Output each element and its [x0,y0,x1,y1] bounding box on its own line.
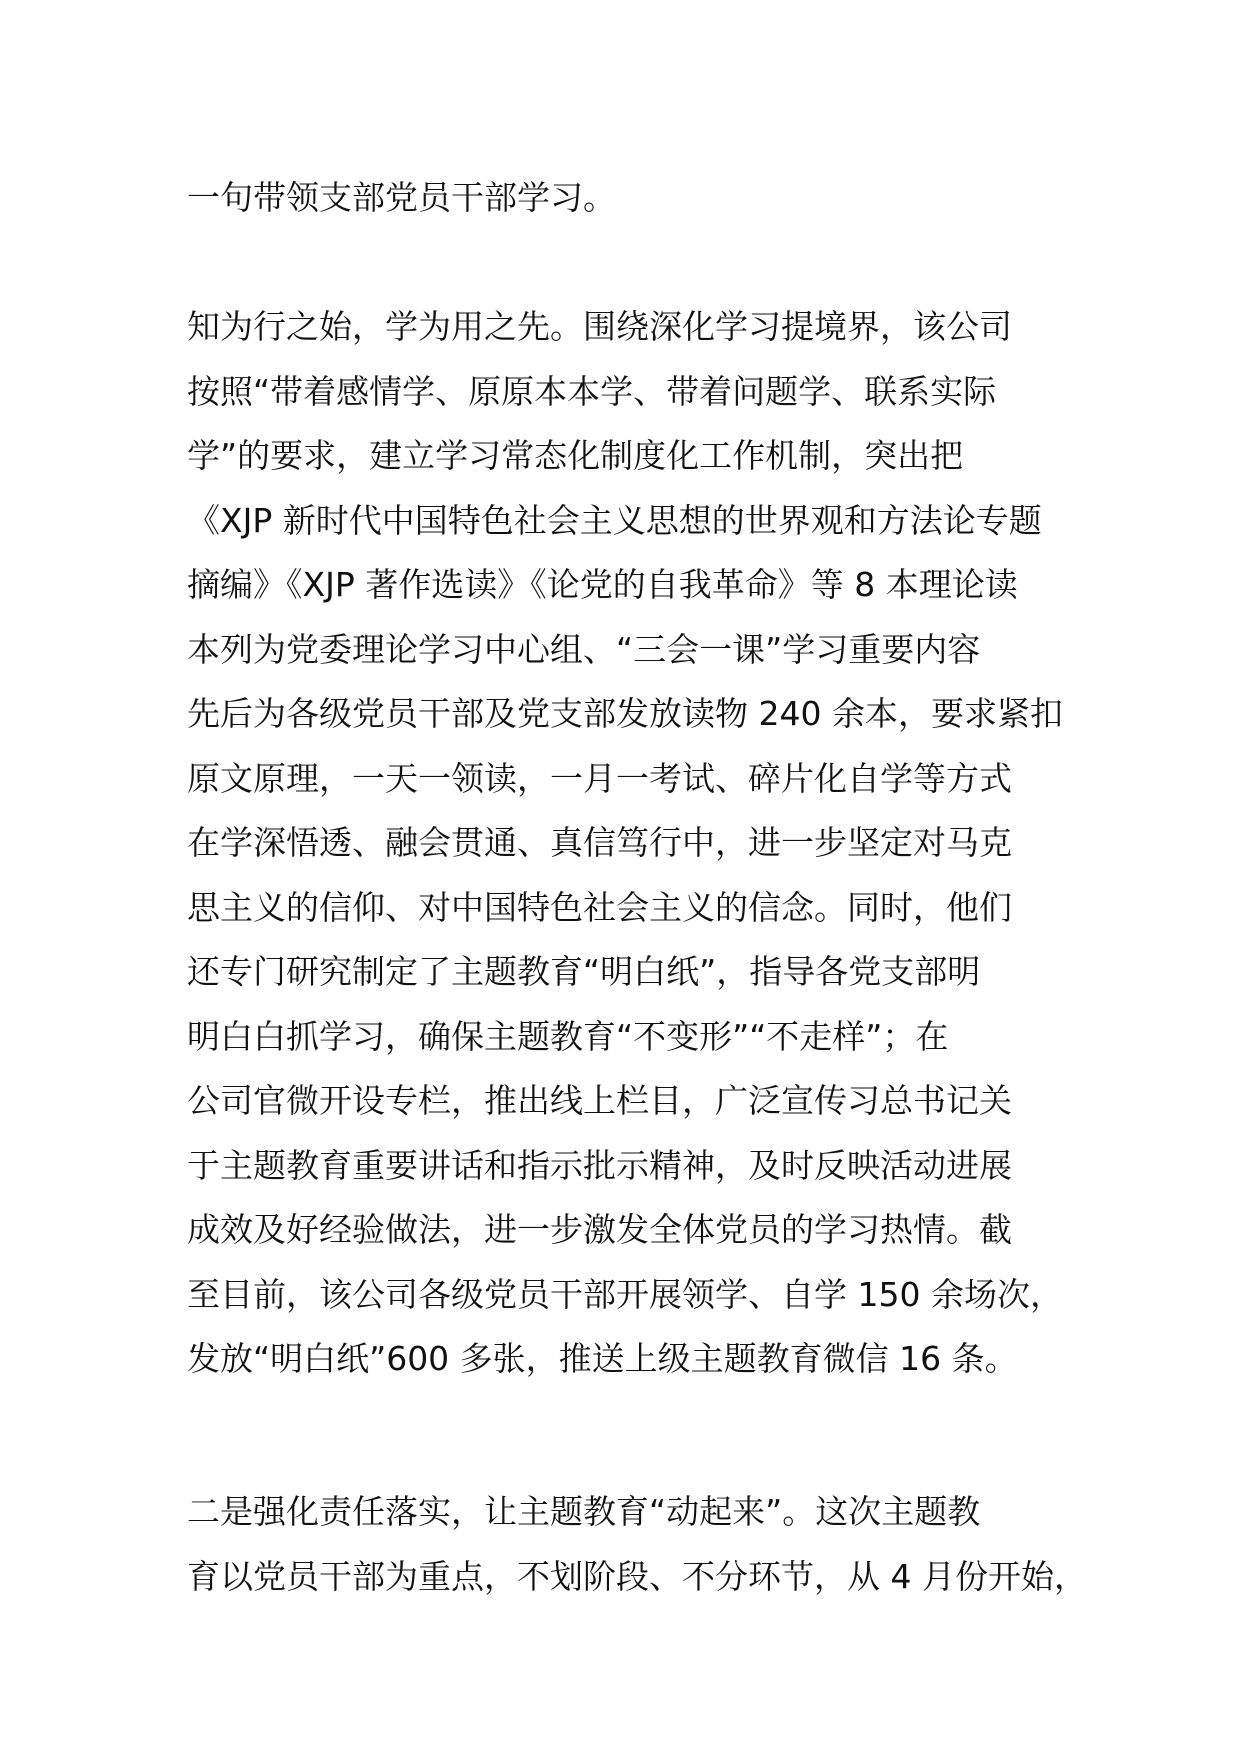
text-line: 一句带领支部党员干部学习。 [187,178,616,217]
text-line: 至目前，该公司各级党员干部开展领学、自学 150 余场次， [187,1274,1063,1314]
text-line: 《XJP 新时代中国特色社会主义思想的世界观和方法论专题 [187,500,1042,540]
text-line: 摘编》《XJP 著作选读》《论党的自我革命》等 8 本理论读 [187,565,1018,604]
text-line: 公司官微开设专栏，推出线上栏目，广泛宣传习总书记关 [187,1081,1012,1120]
text-line: 发放“明白纸”600 多张，推送上级主题教育微信 16 条。 [187,1339,1018,1378]
paragraph-continuation [187,166,1057,231]
text-line: 明白白抓学习，确保主题教育“不变形”“不走样”；在 [187,1016,949,1056]
text-line: 学”的要求，建立学习常态化制度化工作机制，突出把 [187,436,964,475]
text-line: 成效及好经验做法，进一步激发全体党员的学习热情。截 [187,1210,1012,1249]
text-line: 在学深悟透、融会贯通、真信笃行中，进一步坚定对马克 [187,823,1012,862]
text-line: 本列为党委理论学习中心组、“三会一课”学习重要内容 [187,629,981,669]
text-line: 还专门研究制定了主题教育“明白纸”，指导各党支部明 [187,952,981,991]
paragraph-study [187,295,1063,1392]
text-line: 育以党员干部为重点，不划阶段、不分环节，从 4 月份开始， [187,1556,1087,1596]
text-line: 思主义的信仰、对中国特色社会主义的信念。同时，他们 [187,887,1012,927]
text-line: 原文原理，一天一领读，一月一考试、碎片化自学等方式 [187,758,1012,798]
text-line: 知为行之始，学为用之先。围绕深化学习提境界，该公司 [187,307,1012,346]
text-line: 于主题教育重要讲话和指示批示精神，及时反映活动进展 [187,1145,1012,1185]
paragraph-responsibility [187,1480,1087,1609]
text-line: 按照“带着感情学、原原本本学、带着问题学、联系实际 [187,371,997,411]
text-line: 先后为各级党员干部及党支部发放读物 240 余本，要求紧扣 [187,694,1063,733]
text-line: 二是强化责任落实，让主题教育“动起来”。这次主题教 [187,1492,981,1531]
